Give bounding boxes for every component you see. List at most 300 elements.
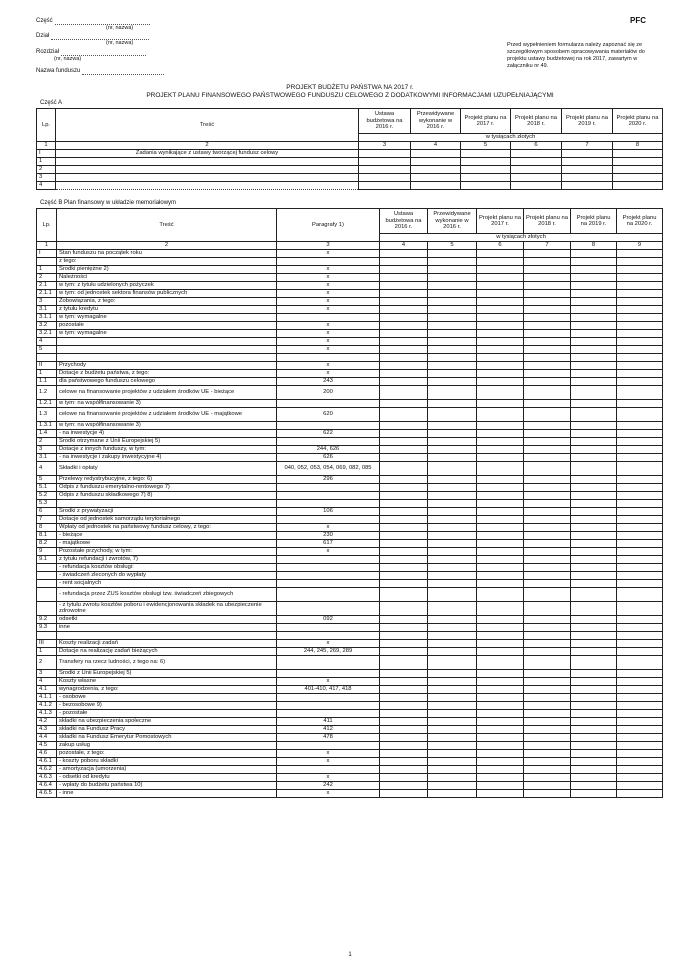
value-cell[interactable] [617, 369, 663, 377]
value-cell[interactable] [617, 639, 663, 647]
value-cell[interactable] [477, 353, 524, 361]
value-cell[interactable] [380, 491, 428, 499]
value-cell[interactable] [428, 281, 477, 289]
value-cell[interactable] [428, 733, 477, 741]
value-cell[interactable] [524, 773, 571, 781]
value-cell[interactable] [380, 281, 428, 289]
value-cell[interactable] [524, 539, 571, 547]
value-cell[interactable] [571, 453, 617, 461]
value-cell[interactable] [613, 157, 663, 165]
value-cell[interactable] [524, 563, 571, 571]
value-cell[interactable] [428, 555, 477, 563]
value-cell[interactable] [571, 421, 617, 429]
value-cell[interactable] [571, 329, 617, 337]
value-cell[interactable] [617, 353, 663, 361]
value-cell[interactable] [380, 685, 428, 693]
value-cell[interactable] [477, 531, 524, 539]
value-cell[interactable] [511, 157, 562, 165]
value-cell[interactable] [380, 265, 428, 273]
value-cell[interactable] [380, 475, 428, 483]
value-cell[interactable] [524, 647, 571, 655]
value-cell[interactable] [477, 677, 524, 685]
value-cell[interactable] [380, 579, 428, 587]
value-cell[interactable] [571, 281, 617, 289]
row-text[interactable] [56, 181, 359, 189]
value-cell[interactable] [524, 749, 571, 757]
value-cell[interactable] [477, 289, 524, 297]
value-cell[interactable] [524, 461, 571, 475]
value-cell[interactable] [524, 623, 571, 631]
value-cell[interactable] [380, 421, 428, 429]
value-cell[interactable] [571, 429, 617, 437]
value-cell[interactable] [428, 329, 477, 337]
value-cell[interactable] [380, 623, 428, 631]
value-cell[interactable] [428, 579, 477, 587]
value-cell[interactable] [617, 677, 663, 685]
value-cell[interactable] [428, 757, 477, 765]
value-cell[interactable] [571, 305, 617, 313]
value-cell[interactable] [524, 523, 571, 531]
value-cell[interactable] [571, 539, 617, 547]
value-cell[interactable] [617, 385, 663, 399]
value-cell[interactable] [617, 265, 663, 273]
value-cell[interactable] [477, 647, 524, 655]
value-cell[interactable] [477, 337, 524, 345]
value-cell[interactable] [571, 531, 617, 539]
value-cell[interactable] [380, 601, 428, 615]
value-cell[interactable] [571, 437, 617, 445]
value-cell[interactable] [617, 693, 663, 701]
value-cell[interactable] [428, 483, 477, 491]
value-cell[interactable] [428, 407, 477, 421]
value-cell[interactable] [617, 281, 663, 289]
value-cell[interactable] [617, 377, 663, 385]
value-cell[interactable] [617, 725, 663, 733]
value-cell[interactable] [359, 157, 411, 165]
value-cell[interactable] [617, 445, 663, 453]
value-cell[interactable] [617, 741, 663, 749]
value-cell[interactable] [571, 717, 617, 725]
value-cell[interactable] [428, 587, 477, 601]
value-cell[interactable] [477, 717, 524, 725]
value-cell[interactable] [380, 615, 428, 623]
value-cell[interactable] [571, 523, 617, 531]
value-cell[interactable] [571, 789, 617, 797]
value-cell[interactable] [428, 647, 477, 655]
value-cell[interactable] [380, 499, 428, 507]
value-cell[interactable] [617, 361, 663, 369]
value-cell[interactable] [477, 321, 524, 329]
value-cell[interactable] [524, 377, 571, 385]
value-cell[interactable] [524, 329, 571, 337]
value-cell[interactable] [524, 353, 571, 361]
value-cell[interactable] [380, 507, 428, 515]
value-cell[interactable] [617, 297, 663, 305]
value-cell[interactable] [428, 289, 477, 297]
value-cell[interactable] [477, 345, 524, 353]
value-cell[interactable] [571, 445, 617, 453]
value-cell[interactable] [617, 289, 663, 297]
value-cell[interactable] [617, 337, 663, 345]
value-cell[interactable] [524, 587, 571, 601]
value-cell[interactable] [477, 429, 524, 437]
value-cell[interactable] [428, 701, 477, 709]
value-cell[interactable] [524, 475, 571, 483]
value-cell[interactable] [380, 445, 428, 453]
value-cell[interactable] [380, 765, 428, 773]
value-cell[interactable] [428, 781, 477, 789]
value-cell[interactable] [428, 639, 477, 647]
value-cell[interactable] [571, 369, 617, 377]
value-cell[interactable] [428, 353, 477, 361]
value-cell[interactable] [524, 265, 571, 273]
value-cell[interactable] [477, 369, 524, 377]
value-cell[interactable] [571, 399, 617, 407]
value-cell[interactable] [617, 491, 663, 499]
value-cell[interactable] [380, 407, 428, 421]
value-cell[interactable] [524, 289, 571, 297]
value-cell[interactable] [524, 781, 571, 789]
value-cell[interactable] [380, 539, 428, 547]
value-cell[interactable] [477, 475, 524, 483]
value-cell[interactable] [524, 491, 571, 499]
value-cell[interactable] [617, 515, 663, 523]
value-cell[interactable] [617, 701, 663, 709]
value-cell[interactable] [617, 749, 663, 757]
value-cell[interactable] [617, 407, 663, 421]
value-cell[interactable] [617, 555, 663, 563]
value-cell[interactable] [477, 399, 524, 407]
value-cell[interactable] [571, 407, 617, 421]
value-cell[interactable] [461, 181, 511, 189]
value-cell[interactable] [380, 353, 428, 361]
value-cell[interactable] [571, 249, 617, 257]
value-cell[interactable] [380, 757, 428, 765]
value-cell[interactable] [571, 639, 617, 647]
value-cell[interactable] [428, 773, 477, 781]
row-text[interactable] [56, 173, 359, 181]
value-cell[interactable] [571, 709, 617, 717]
value-cell[interactable] [380, 587, 428, 601]
value-cell[interactable] [511, 181, 562, 189]
value-cell[interactable] [461, 165, 511, 173]
value-cell[interactable] [359, 181, 411, 189]
value-cell[interactable] [477, 547, 524, 555]
value-cell[interactable] [571, 749, 617, 757]
value-cell[interactable] [461, 157, 511, 165]
value-cell[interactable] [571, 257, 617, 265]
value-cell[interactable] [571, 483, 617, 491]
value-cell[interactable] [380, 639, 428, 647]
value-cell[interactable] [380, 717, 428, 725]
value-cell[interactable] [571, 297, 617, 305]
value-cell[interactable] [380, 555, 428, 563]
value-cell[interactable] [617, 329, 663, 337]
value-cell[interactable] [617, 789, 663, 797]
fundusz-field[interactable] [82, 68, 164, 75]
value-cell[interactable] [524, 305, 571, 313]
value-cell[interactable] [617, 765, 663, 773]
value-cell[interactable] [562, 157, 613, 165]
value-cell[interactable] [477, 515, 524, 523]
value-cell[interactable] [477, 491, 524, 499]
value-cell[interactable] [524, 789, 571, 797]
value-cell[interactable] [477, 385, 524, 399]
value-cell[interactable] [524, 547, 571, 555]
value-cell[interactable] [524, 297, 571, 305]
value-cell[interactable] [428, 453, 477, 461]
value-cell[interactable] [571, 289, 617, 297]
value-cell[interactable] [571, 623, 617, 631]
value-cell[interactable] [477, 563, 524, 571]
value-cell[interactable] [477, 555, 524, 563]
value-cell[interactable] [617, 273, 663, 281]
value-cell[interactable] [477, 437, 524, 445]
value-cell[interactable] [524, 313, 571, 321]
value-cell[interactable] [428, 437, 477, 445]
value-cell[interactable] [477, 407, 524, 421]
value-cell[interactable] [380, 385, 428, 399]
value-cell[interactable] [617, 499, 663, 507]
value-cell[interactable] [617, 781, 663, 789]
value-cell[interactable] [428, 741, 477, 749]
value-cell[interactable] [380, 781, 428, 789]
value-cell[interactable] [524, 685, 571, 693]
value-cell[interactable] [617, 249, 663, 257]
value-cell[interactable] [617, 547, 663, 555]
value-cell[interactable] [380, 305, 428, 313]
value-cell[interactable] [380, 329, 428, 337]
value-cell[interactable] [428, 765, 477, 773]
value-cell[interactable] [428, 321, 477, 329]
value-cell[interactable] [524, 639, 571, 647]
value-cell[interactable] [524, 337, 571, 345]
value-cell[interactable] [477, 329, 524, 337]
value-cell[interactable] [380, 655, 428, 669]
value-cell[interactable] [411, 149, 461, 157]
value-cell[interactable] [477, 669, 524, 677]
value-cell[interactable] [380, 571, 428, 579]
value-cell[interactable] [428, 717, 477, 725]
value-cell[interactable] [477, 615, 524, 623]
value-cell[interactable] [524, 429, 571, 437]
value-cell[interactable] [617, 531, 663, 539]
value-cell[interactable] [571, 563, 617, 571]
value-cell[interactable] [571, 669, 617, 677]
value-cell[interactable] [477, 685, 524, 693]
value-cell[interactable] [562, 181, 613, 189]
value-cell[interactable] [562, 149, 613, 157]
value-cell[interactable] [380, 249, 428, 257]
value-cell[interactable] [477, 507, 524, 515]
value-cell[interactable] [428, 429, 477, 437]
value-cell[interactable] [571, 693, 617, 701]
value-cell[interactable] [428, 601, 477, 615]
value-cell[interactable] [380, 741, 428, 749]
row-text[interactable] [56, 157, 359, 165]
value-cell[interactable] [524, 369, 571, 377]
value-cell[interactable] [477, 701, 524, 709]
value-cell[interactable] [380, 345, 428, 353]
value-cell[interactable] [428, 313, 477, 321]
value-cell[interactable] [428, 257, 477, 265]
value-cell[interactable] [571, 741, 617, 749]
value-cell[interactable] [571, 499, 617, 507]
value-cell[interactable] [380, 483, 428, 491]
value-cell[interactable] [380, 289, 428, 297]
value-cell[interactable] [428, 297, 477, 305]
value-cell[interactable] [380, 733, 428, 741]
value-cell[interactable] [428, 399, 477, 407]
value-cell[interactable] [380, 789, 428, 797]
value-cell[interactable] [613, 173, 663, 181]
value-cell[interactable] [359, 165, 411, 173]
value-cell[interactable] [477, 789, 524, 797]
value-cell[interactable] [477, 273, 524, 281]
value-cell[interactable] [524, 273, 571, 281]
value-cell[interactable] [477, 249, 524, 257]
value-cell[interactable] [524, 693, 571, 701]
value-cell[interactable] [380, 273, 428, 281]
value-cell[interactable] [477, 693, 524, 701]
value-cell[interactable] [524, 709, 571, 717]
value-cell[interactable] [571, 321, 617, 329]
value-cell[interactable] [524, 421, 571, 429]
value-cell[interactable] [524, 507, 571, 515]
value-cell[interactable] [428, 789, 477, 797]
value-cell[interactable] [617, 579, 663, 587]
value-cell[interactable] [613, 181, 663, 189]
value-cell[interactable] [428, 677, 477, 685]
value-cell[interactable] [617, 733, 663, 741]
value-cell[interactable] [571, 547, 617, 555]
value-cell[interactable] [477, 639, 524, 647]
value-cell[interactable] [617, 429, 663, 437]
value-cell[interactable] [617, 321, 663, 329]
value-cell[interactable] [380, 377, 428, 385]
value-cell[interactable] [571, 655, 617, 669]
value-cell[interactable] [571, 273, 617, 281]
value-cell[interactable] [477, 725, 524, 733]
value-cell[interactable] [477, 749, 524, 757]
value-cell[interactable] [380, 693, 428, 701]
value-cell[interactable] [571, 555, 617, 563]
value-cell[interactable] [380, 725, 428, 733]
value-cell[interactable] [477, 623, 524, 631]
value-cell[interactable] [477, 733, 524, 741]
value-cell[interactable] [617, 507, 663, 515]
value-cell[interactable] [477, 453, 524, 461]
value-cell[interactable] [380, 631, 428, 639]
value-cell[interactable] [428, 623, 477, 631]
value-cell[interactable] [524, 399, 571, 407]
value-cell[interactable] [380, 647, 428, 655]
value-cell[interactable] [428, 491, 477, 499]
value-cell[interactable] [617, 345, 663, 353]
value-cell[interactable] [524, 757, 571, 765]
value-cell[interactable] [524, 483, 571, 491]
value-cell[interactable] [524, 765, 571, 773]
value-cell[interactable] [477, 539, 524, 547]
value-cell[interactable] [428, 385, 477, 399]
row-text[interactable]: Zadania wynikające z ustawy tworzącej fundusz celowy [56, 149, 359, 157]
value-cell[interactable] [524, 733, 571, 741]
value-cell[interactable] [571, 725, 617, 733]
value-cell[interactable] [524, 669, 571, 677]
dzial-field[interactable] [51, 33, 149, 40]
value-cell[interactable] [477, 587, 524, 601]
value-cell[interactable] [524, 453, 571, 461]
value-cell[interactable] [571, 571, 617, 579]
value-cell[interactable] [428, 655, 477, 669]
value-cell[interactable] [428, 273, 477, 281]
value-cell[interactable] [562, 173, 613, 181]
value-cell[interactable] [428, 631, 477, 639]
value-cell[interactable] [571, 385, 617, 399]
value-cell[interactable] [477, 757, 524, 765]
value-cell[interactable] [477, 523, 524, 531]
value-cell[interactable] [571, 631, 617, 639]
value-cell[interactable] [380, 321, 428, 329]
value-cell[interactable] [571, 579, 617, 587]
value-cell[interactable] [477, 377, 524, 385]
value-cell[interactable] [524, 741, 571, 749]
czesc-field[interactable] [55, 18, 150, 25]
value-cell[interactable] [477, 257, 524, 265]
value-cell[interactable] [428, 725, 477, 733]
value-cell[interactable] [477, 361, 524, 369]
value-cell[interactable] [380, 257, 428, 265]
value-cell[interactable] [571, 345, 617, 353]
value-cell[interactable] [571, 353, 617, 361]
value-cell[interactable] [411, 157, 461, 165]
value-cell[interactable] [428, 615, 477, 623]
value-cell[interactable] [380, 749, 428, 757]
value-cell[interactable] [477, 445, 524, 453]
value-cell[interactable] [617, 483, 663, 491]
value-cell[interactable] [380, 531, 428, 539]
value-cell[interactable] [617, 615, 663, 623]
value-cell[interactable] [524, 631, 571, 639]
value-cell[interactable] [524, 385, 571, 399]
value-cell[interactable] [571, 615, 617, 623]
value-cell[interactable] [571, 265, 617, 273]
value-cell[interactable] [617, 305, 663, 313]
value-cell[interactable] [428, 515, 477, 523]
value-cell[interactable] [428, 445, 477, 453]
value-cell[interactable] [524, 531, 571, 539]
value-cell[interactable] [428, 337, 477, 345]
value-cell[interactable] [428, 693, 477, 701]
value-cell[interactable] [380, 701, 428, 709]
value-cell[interactable] [428, 377, 477, 385]
value-cell[interactable] [411, 181, 461, 189]
value-cell[interactable] [477, 773, 524, 781]
value-cell[interactable] [380, 399, 428, 407]
value-cell[interactable] [617, 453, 663, 461]
value-cell[interactable] [617, 685, 663, 693]
value-cell[interactable] [380, 563, 428, 571]
value-cell[interactable] [477, 571, 524, 579]
value-cell[interactable] [617, 539, 663, 547]
value-cell[interactable] [617, 773, 663, 781]
value-cell[interactable] [428, 531, 477, 539]
value-cell[interactable] [477, 655, 524, 669]
value-cell[interactable] [461, 149, 511, 157]
value-cell[interactable] [524, 725, 571, 733]
value-cell[interactable] [380, 313, 428, 321]
value-cell[interactable] [524, 677, 571, 685]
